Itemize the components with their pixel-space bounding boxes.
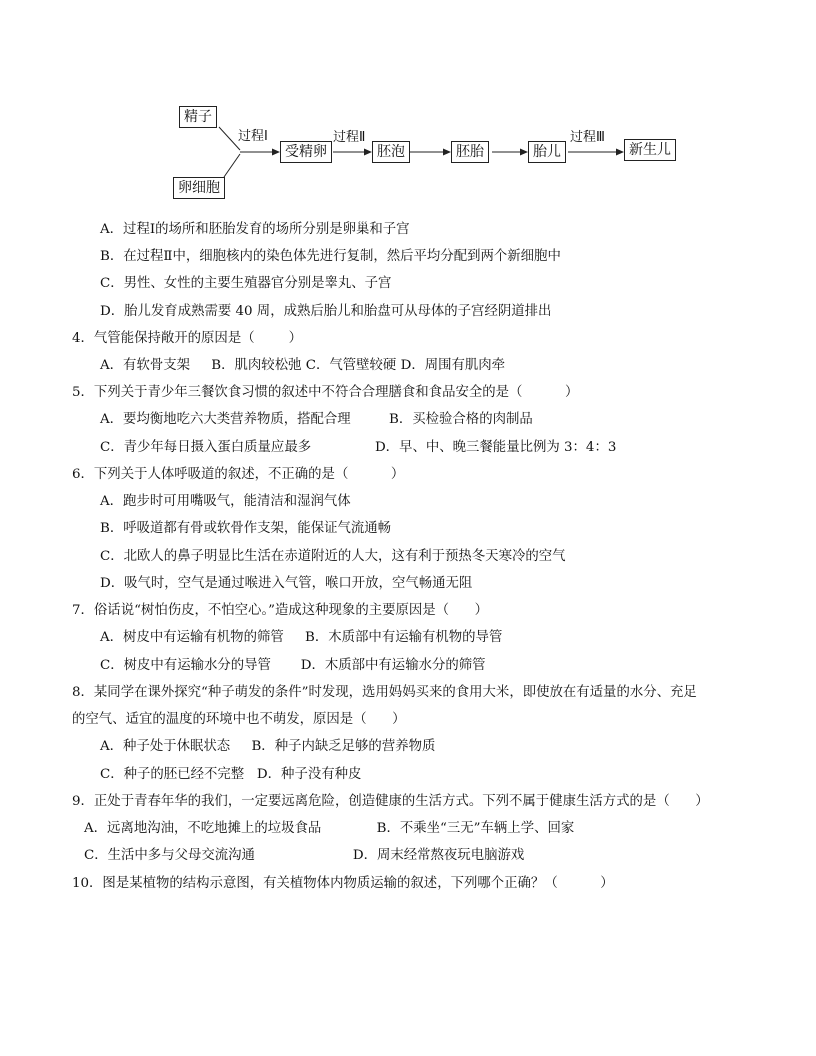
newborn-box: 新生儿 bbox=[624, 139, 676, 161]
q7-options-cd: C．树皮中有运输水分的导管 D．木质部中有运输水分的筛管 bbox=[100, 658, 486, 673]
blastocyst-box: 胚泡 bbox=[372, 141, 410, 163]
q5-stem: 5．下列关于青少年三餐饮食习惯的叙述中不符合合理膳食和食品安全的是（ ） bbox=[72, 385, 579, 400]
q9-options-ab: A．远离地沟油，不吃地摊上的垃圾食品 B．不乘坐“三无”车辆上学、回家 bbox=[84, 821, 575, 836]
q9-stem: 9．正处于青春年华的我们，一定要远离危险，创造健康的生活方式。下列不属于健康生活方式的是（ ） bbox=[72, 794, 709, 809]
q9-options-cd: C．生活中多与父母交流沟通 D．周末经常熬夜玩电脑游戏 bbox=[84, 848, 525, 863]
q6-stem: 6．下列关于人体呼吸道的叙述，不正确的是（ ） bbox=[72, 467, 405, 482]
egg-box: 卵细胞 bbox=[173, 177, 225, 199]
q3-option-a: A．过程Ⅰ的场所和胚胎发育的场所分别是卵巢和子宫 bbox=[100, 222, 410, 237]
egg-connector bbox=[224, 154, 240, 177]
arrowhead-process2 bbox=[364, 149, 372, 156]
q6-option-d: D．吸气时，空气是通过喉进入气管，喉口开放，空气畅通无阻 bbox=[100, 576, 473, 591]
sperm-box: 精子 bbox=[179, 106, 217, 128]
arrowhead-to-embryo bbox=[443, 149, 451, 156]
q8-stem-line1: 8．某同学在课外探究“种子萌发的条件”时发现，选用妈妈买来的食用大米，即使放在有适量的水分、充足 bbox=[72, 685, 697, 700]
q8-options-ab: A．种子处于休眠状态 B．种子内缺乏足够的营养物质 bbox=[100, 739, 436, 754]
q4-stem: 4．气管能保持敞开的原因是（ ） bbox=[72, 331, 303, 346]
q6-option-c: C．北欧人的鼻子明显比生活在赤道附近的人大，这有利于预热冬天寒冷的空气 bbox=[100, 549, 566, 564]
process2-label: 过程Ⅱ bbox=[333, 130, 366, 145]
q4-options: A．有软骨支架 B．肌肉较松弛 C．气管壁较硬 D．周围有肌肉牵 bbox=[100, 358, 506, 373]
arrowhead-process3 bbox=[616, 149, 624, 156]
fetus-box: 胎儿 bbox=[528, 141, 566, 163]
q6-option-b: B．呼吸道都有骨或软骨作支架，能保证气流通畅 bbox=[100, 521, 392, 536]
q6-option-a: A．跑步时可用嘴吸气，能清洁和湿润气体 bbox=[100, 494, 351, 509]
sperm-connector bbox=[219, 127, 240, 150]
fertilization-flow-diagram bbox=[0, 0, 816, 210]
q3-option-b: B．在过程Ⅱ中，细胞核内的染色体先进行复制，然后平均分配到两个新细胞中 bbox=[100, 249, 561, 264]
arrowhead-process1 bbox=[272, 149, 280, 156]
embryo-box: 胚胎 bbox=[451, 141, 489, 163]
q5-options-cd: C．青少年每日摄入蛋白质量应最多 D．早、中、晚三餐能量比例为 3：4：3 bbox=[100, 440, 617, 455]
q3-option-c: C．男性、女性的主要生殖器官分别是睾丸、子宫 bbox=[100, 276, 392, 291]
q8-stem-line2: 的空气、适宜的温度的环境中也不萌发，原因是（ ） bbox=[72, 712, 406, 727]
q8-options-cd: C．种子的胚已经不完整 D．种子没有种皮 bbox=[100, 767, 362, 782]
q3-option-d: D．胎儿发育成熟需要 40 周，成熟后胎儿和胎盘可从母体的子宫经阴道排出 bbox=[100, 304, 552, 319]
process1-label: 过程Ⅰ bbox=[238, 129, 268, 144]
arrowhead-to-fetus bbox=[520, 149, 528, 156]
zygote-box: 受精卵 bbox=[280, 141, 332, 163]
q7-options-ab: A．树皮中有运输有机物的筛管 B．木质部中有运输有机物的导管 bbox=[100, 630, 503, 645]
diagram-lines bbox=[0, 0, 816, 210]
q7-stem: 7．俗话说“树怕伤皮，不怕空心。”造成这种现象的主要原因是（ ） bbox=[72, 603, 488, 618]
q5-options-ab: A．要均衡地吃六大类营养物质，搭配合理 B．买检验合格的肉制品 bbox=[100, 412, 533, 427]
q10-stem: 10．图是某植物的结构示意图，有关植物体内物质运输的叙述，下列哪个正确？（ ） bbox=[72, 876, 614, 891]
process3-label: 过程Ⅲ bbox=[570, 130, 605, 145]
